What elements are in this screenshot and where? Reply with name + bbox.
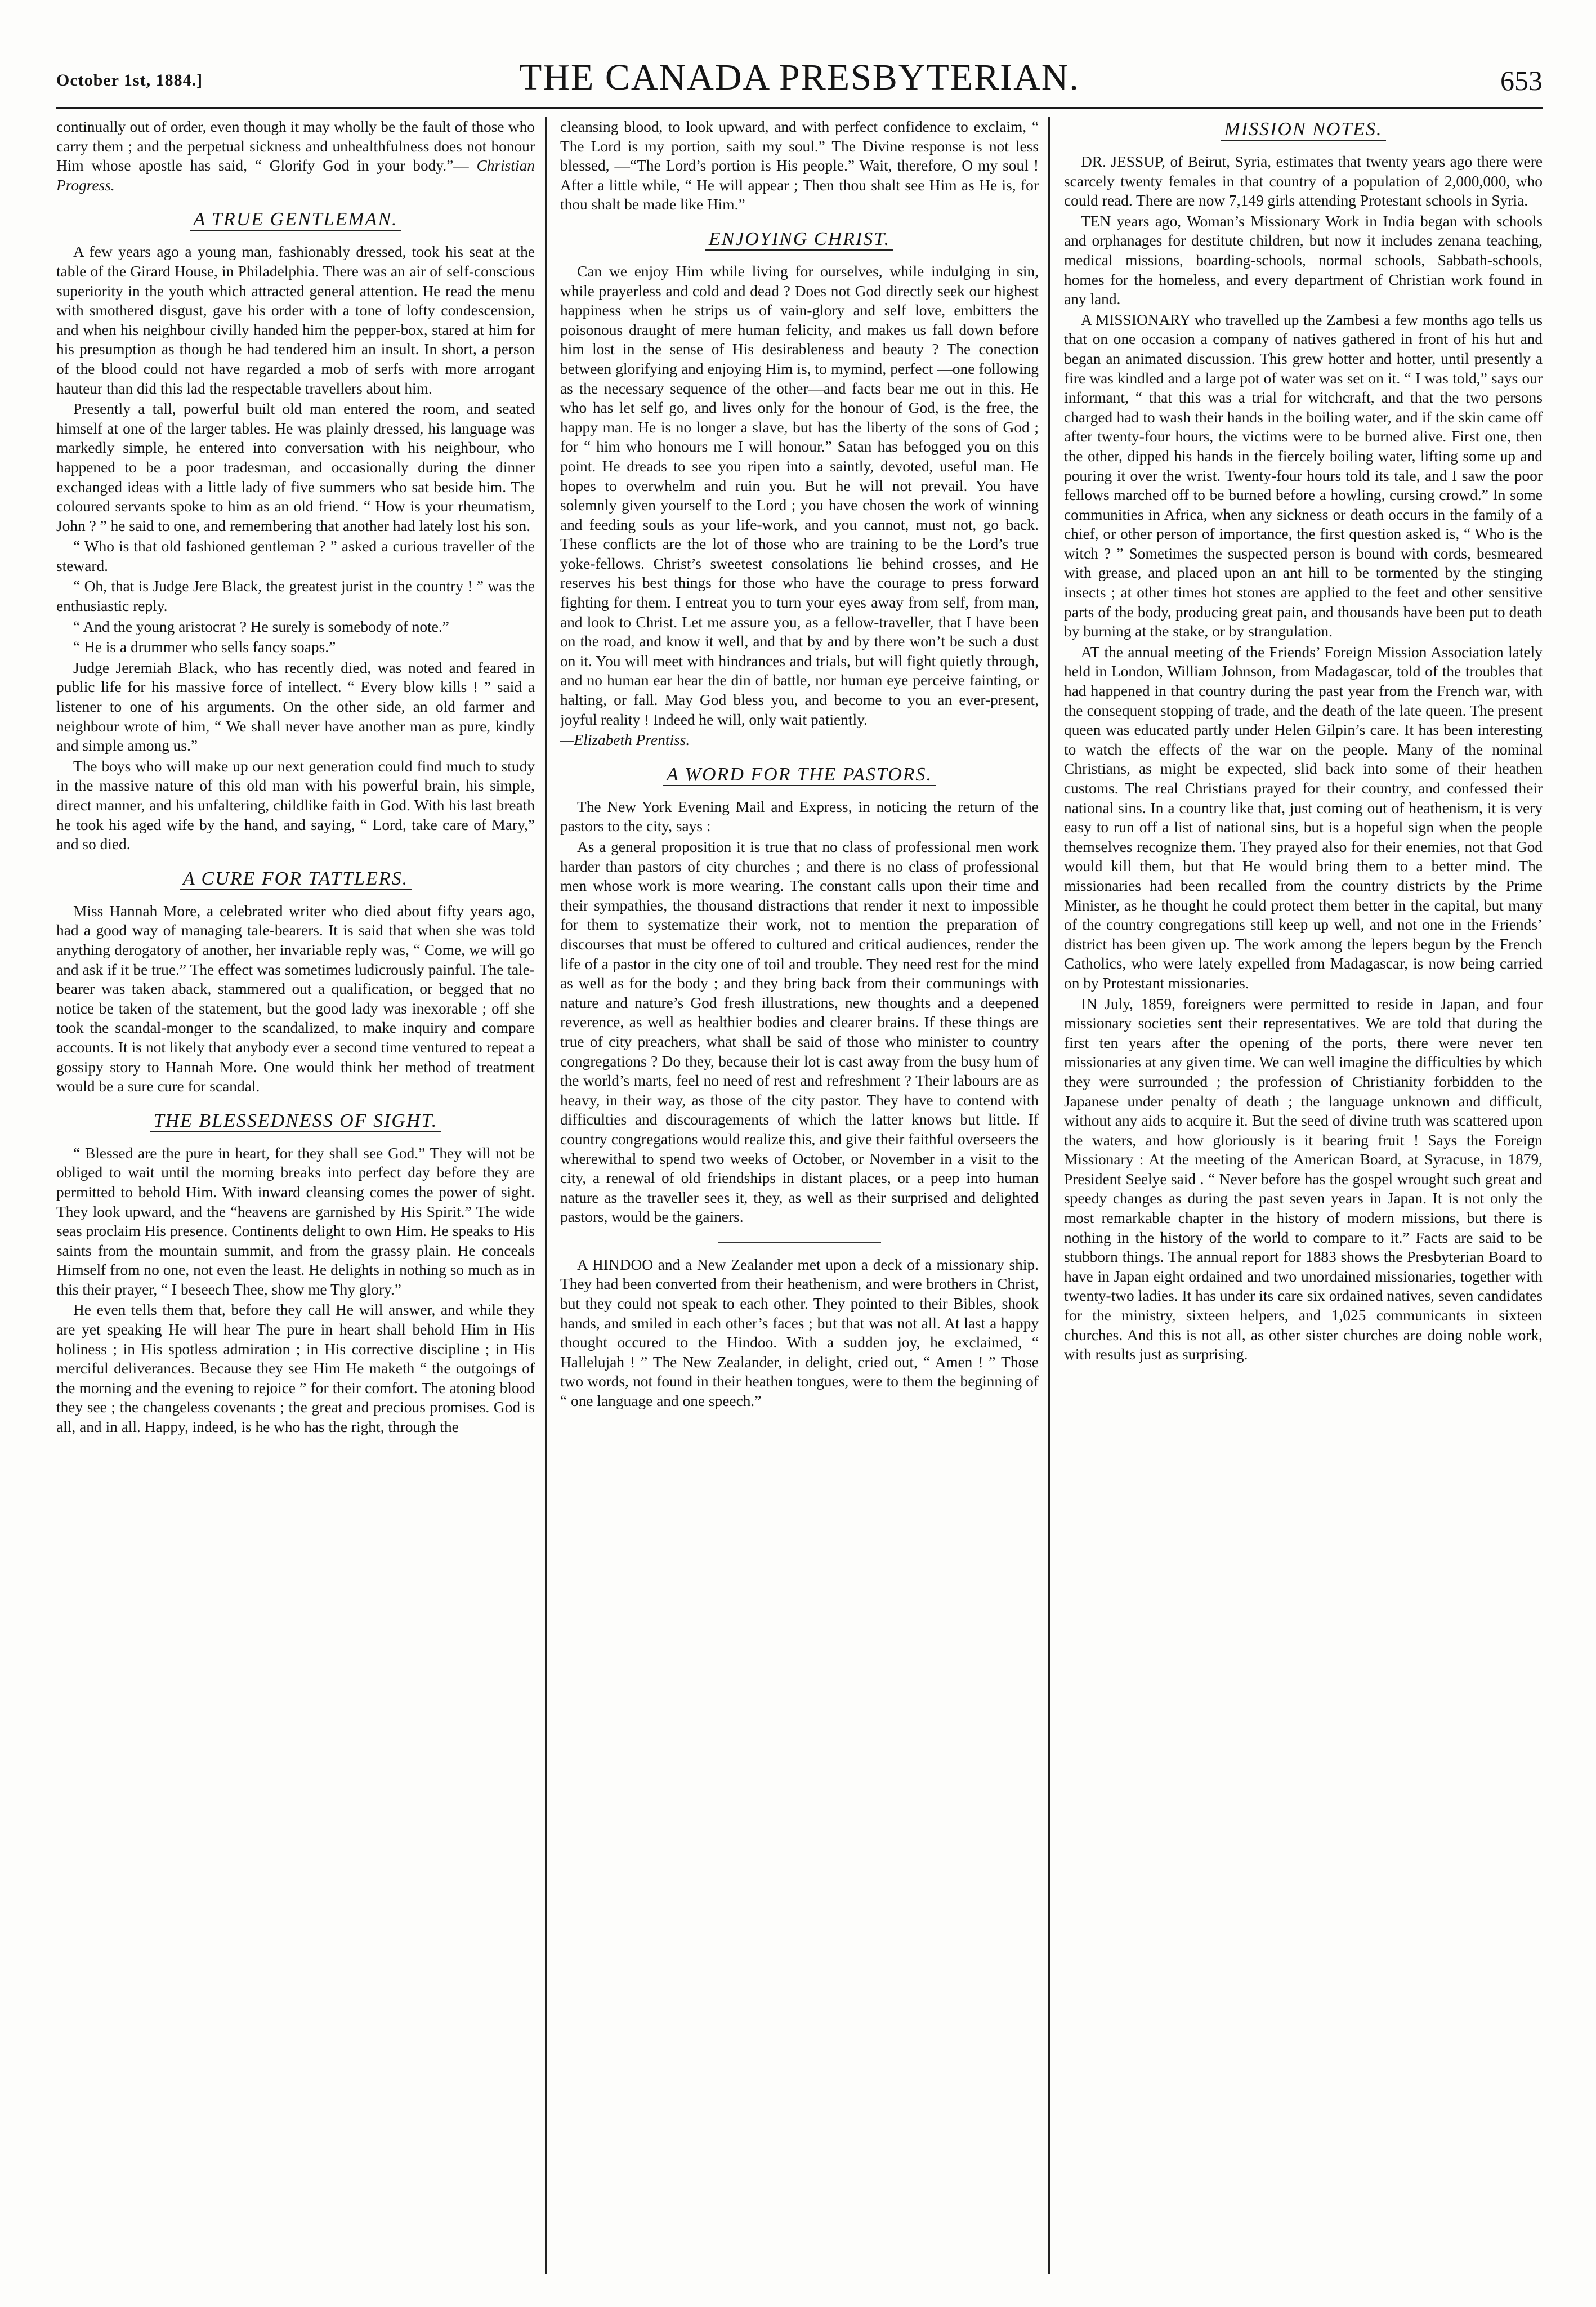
- article-paragraph: The boys who will make up our next generation could find much to study in the massive nature of this old man with his powerful brain, his simple, direct manner, and his unfaltering, childlike faith in God. With his last breath he took his aged wife by the hand, and saying, “ Lord, take care of Mary,” and so died.: [56, 757, 535, 853]
- article-title: A WORD FOR THE PASTORS.: [560, 764, 1039, 786]
- article-paragraph: TEN years ago, Woman’s Missionary Work in India began with schools and orphanages for destitute children, but now it includes zenana teaching, medical missions, boarding-schools, normal schools, Sabbath-schools, homes for the homeless, and every department of Christian work found in any land.: [1064, 212, 1543, 308]
- section-divider: [718, 1242, 881, 1243]
- article-paragraph: cleansing blood, to look upward, and with perfect confidence to exclaim, “ The Lord is my portion, saith my soul.” The Divine response is not less blessed, —“The Lord’s portion is His people.” Wait, therefore, O my soul ! After a little while, “ He will appear ; Then thou shalt see Him as He is, for thou shalt be made like Him.”: [560, 118, 1039, 213]
- article-paragraph: IN July, 1859, foreigners were permitted to reside in Japan, and four missionary societies sent their representatives. We are told that during the first ten years after the opening of the ports, there were never ten missionaries at any given time. We can well imagine the difficulties by which they were surrounded ; the profession of Christianity forbidden to the Japanese under penalty of death ; the language unknown and difficult, without any aids to acquire it. But the seed of divine truth was scattered upon the waters, and how gloriously is it bearing fruit ! Says the Foreign Missionary : At the meeting of the American Board, at Syracuse, in 1879, President Seelye said . “ Never before has the gospel wrought such great and speedy changes as during the past seven years in Japan. It is not only the most remarkable chapter in the history of modern missions, but there is nothing in the history of the world to compare to it.” Facts are said to be stubborn things. The annual report for 1883 shows the Presbyterian Board to have in Japan eight ordained and two unordained missionaries, together with twenty-two ladies. It has under its care six ordained natives, seven candidates for the ministry, sixteen helpers, and 1,025 communicants in sixteen churches. And this is not all, as other sister churches are doing noble work, with results just as surprising.: [1064, 995, 1543, 1363]
- article-title: ENJOYING CHRIST.: [560, 228, 1039, 251]
- article-title: MISSION NOTES.: [1064, 118, 1543, 141]
- article-paragraph: Miss Hannah More, a celebrated writer who died about fifty years ago, had a good way of managing tale-bearers. It is said that when she was told anything derogatory of another, her invariable reply was, “ Come, we will go and ask if it be true.” The effect was sometimes ludicrously painful. The tale-bearer was taken aback, stammered out a qualification, or begged that no notice be taken of the statement, but the good lady was inexorable ; off she took the scandal-monger to the scandalized, to make inquiry and compare accounts. It is not likely that anybody ever a second time ventured to repeat a gossipy story to Hannah More. One would think her method of treatment would be a sure cure for scandal.: [56, 902, 535, 1095]
- article-paragraph: He even tells them that, before they call He will answer, and while they are yet speaking He will hear The pure in heart shall behold Him in His holiness ; in His spotless admiration ; in His corrective discipline ; in His merciful deliverances. Because they see Him He maketh “ the outgoings of the morning and the evening to rejoice ” for their comfort. The atoning blood they see ; the changeless covenants ; the great and precious promises. God is all, and in all. Happy, indeed, is he who has the right, through the: [56, 1301, 535, 1436]
- article-paragraph: As a general proposition it is true that no class of professional men work harder than pastors of city churches ; and there is no class of professional men whose work is more wearing. The constant calls upon their time and their sympathies, the thousand distractions that render it next to impossible for them to systematize their work, not to mention the preparation of discourses that must be offered to cultured and critical audiences, render the life of a pastor in the city one of toil and trouble. They need rest for the mind as well as for the body ; and they bring back from their communings with nature and nature’s God fresh illustrations, new thoughts and a deepened reverence, as well as healthier bodies and clearer brains. If these things are true of city preachers, what shall be said of those who minister to country congregations ? Do they, because their lot is cast away from the busy hum of the world’s marts, feel no need of rest and refreshment ? Their labours are as heavy, in their way, as those of the city pastor. They have to contend with difficulties and discouragements of which the latter knows but little. If country congregations would realize this, and give their faithful overseers the wherewithal to spend two weeks of October, or November in a visit to the city, a renewal of old friendships in distant places, or a peep into human nature as the traveller sees it, they, as well as their surprised and delighted pastors, would be the gainers.: [560, 838, 1039, 1226]
- article-paragraph: A HINDOO and a New Zealander met upon a deck of a missionary ship. They had been converted from their heathenism, and were brothers in Christ, but they could not speak to each other. They pointed to their Bibles, shook hands, and smiled in each other’s faces ; but that was not all. At last a happy thought occured to the Hindoo. With a sudden joy, he exclaimed, “ Hallelujah ! ” The New Zealander, in delight, cried out, “ Amen ! ” Those two words, not found in their heathen tongues, were to them the beginning of “ one language and one speech.”: [560, 1256, 1039, 1410]
- article-title: A CURE FOR TATTLERS.: [56, 868, 535, 890]
- column-divider: [545, 117, 547, 2274]
- column-divider: [1048, 117, 1050, 2274]
- article-title: THE BLESSEDNESS OF SIGHT.: [56, 1110, 535, 1132]
- article-paragraph: DR. JESSUP, of Beirut, Syria, estimates that twenty years ago there were scarcely twenty females in that country of a population of 2,000,000, who could read. There are now 7,149 girls attending Protestant schools in Syria.: [1064, 153, 1543, 209]
- column-3: [1064, 117, 1543, 2279]
- page-number: 653: [1500, 65, 1543, 96]
- article-paragraph: Judge Jeremiah Black, who has recently died, was noted and feared in public life for his massive force of intellect. “ Every blow kills ! ” said a listener to one of his arguments. On the other side, an old farmer and neighbour wrote of him, “ We shall never have another man as pure, kindly and simple among us.”: [56, 659, 535, 755]
- article-paragraph: “ Oh, that is Judge Jere Black, the greatest jurist in the country ! ” was the enthusiastic reply.: [56, 578, 535, 615]
- masthead: [56, 56, 1543, 101]
- article-paragraph: Can we enjoy Him while living for ourselves, while indulging in sin, while prayerless and cold and dead ? Does not God directly seek our highest happiness when he strips us of vain-glory and self love, embitters the poisonous draught of mere human felicity, and makes us fall down before him lost in the sense of His desirableness and beauty ? The conection between glorifying and enjoying Him is, to mymind, perfect —one following as the necessary sequence of the other—and facts bear me out in this. He who has let self go, and lives only for the honour of God, is the free, the happy man. He is no longer a slave, but has the liberty of the sons of God ; for “ him who honours me I will honour.” Satan has befogged you on this point. He dreads to see you ripen into a saintly, devoted, useful man. He hopes to overwhelm and ruin you. But he will not prevail. You have solemnly given yourself to the Lord ; you have chosen the work of winning and feeding souls as your life-work, and you cannot, must not, go back. These conflicts are the lot of those who are training to be the Lord’s true yoke-fellows. Christ’s sweetest consolations lie behind crosses, and He reserves his best things for those who have the courage to press forward fighting for them. I entreat you to turn your eyes away from self, from man, and look to Christ. Let me assure you, as a fellow-traveller, that I have been on the road, and know it well, and that by and by there won’t be such a dust on it. You will meet with hindrances and trials, but will fight quietly through, and no human ear hear the din of battle, nor human eye perceive fainting, or halting, or fall. May God bless you, and become to you an ever-present, joyful reality ! Indeed he will, only wait patiently.: [560, 262, 1039, 728]
- column-1: [56, 117, 535, 2279]
- article-paragraph: continually out of order, even though it may wholly be the fault of those who carry them ; and the perpetual sickness and unhealthfulness does not honour Him whose apostle has said, “ Glorify God in your body.”— Christian Progress.: [56, 118, 535, 194]
- article-title: A TRUE GENTLEMAN.: [56, 208, 535, 231]
- column-2: [560, 117, 1039, 2279]
- article-paragraph: “ Blessed are the pure in heart, for they shall see God.” They will not be obliged to wait until the morning breaks into perfect day before they are permitted to behold Him. With inward cleansing comes the power of sight. They look upward, and the “heavens are garnished by His Spirit.” The wide seas proclaim His presence. Continents delight to own Him. He speaks to His saints from the mountain summit, and from the grassy plain. He conceals Himself from no one, not even the least. He delights in nothing so much as in this their prayer, “ I beseech Thee, show me Thy glory.”: [56, 1144, 535, 1298]
- article-paragraph: “ He is a drummer who sells fancy soaps.”: [73, 639, 336, 656]
- newspaper-title: THE CANADA PRESBYTERIAN.: [519, 57, 1080, 98]
- article-paragraph: “ Who is that old fashioned gentleman ? ” asked a curious traveller of the steward.: [56, 538, 535, 574]
- article-paragraph: Presently a tall, powerful built old man entered the room, and seated himself at one of the larger tables. He was plainly dressed, his language was markedly simple, he entered into conversation with his neighbour, who happened to be a poor tradesman, and occasionally during the dinner exchanged ideas with a little lady of five summers who sat beside him. The coloured servants spoke to him as an old friend. “ How is your rheumatism, John ? ” he said to one, and remembering that another had lately lost his son.: [56, 400, 535, 534]
- article-paragraph: A MISSIONARY who travelled up the Zambesi a few months ago tells us that on one occasion a company of natives gathered in front of his hut and began an animated discussion. This grew hotter and hotter, until presently a fire was kindled and a large pot of water was set on it. “ I was told,” says our informant, “ that this was a trial for witchcraft, and that the two persons charged had to wash their hands in the boiling water, and if the skin came off after twenty-four hours, the victims were to be burned alive. First one, then the other, dipped his hands in the fiercely boiling water, lifting some up and pouring it over the wrist. Twenty-four hours told its tale, and I saw the poor fellows marched off to be burned before a howling, cursing crowd.” In some communities in Africa, when any sickness or death occurs in the family of a chief, or other person of importance, the first question asked is, “ Who is the witch ? ” Sometimes the suspected person is bound with cords, besmeared with grease, and placed upon an ant hill to be tormented by the stinging insects ; at other times hot stones are applied to the feet and other sensitive parts of the body, producing great pain, and thousands have been put to death by burning at the stake, or by strangulation.: [1064, 311, 1543, 640]
- article-paragraph: AT the annual meeting of the Friends’ Foreign Mission Association lately held in London, William Johnson, from Madagascar, told of the troubles that had happened in that country during the past year from the French war, with the consequent stopping of trade, and the death of the late queen. The present queen was educated partly under Helen Gilpin’s care. It has been interesting to watch the effects of the war on the people. Many of the nominal Christians, as might be expected, slid back into some of their heathen customs. The real Christians prayed for their country, and confessed their national sins. In a country like that, just coming out of heathenism, it is very easy to run off a list of national sins, but is a hopeful sign when the people themselves recognize them. They prayed also for their enemies, not that God would kill them, but that He would bring them to a better mind. The missionaries had been recalled from the country districts by the Prime Minister, as he thought he could protect them better in the capital, but many of the country congregations still keep up well, and not one in the Friends’ district has been given up. The work among the lepers begun by the French Catholics, who were lately expelled from Madagascar, is now being carried on by Protestant missionaries.: [1064, 643, 1543, 992]
- article-source: Christian Progress.: [56, 157, 535, 194]
- article-paragraph: The New York Evening Mail and Express, in noticing the return of the pastors to the city, says :: [560, 798, 1039, 835]
- header-rule: [56, 107, 1543, 109]
- issue-date: October 1st, 1884.]: [56, 71, 203, 90]
- article-paragraph: “ And the young aristocrat ? He surely is somebody of note.”: [73, 618, 449, 635]
- article-paragraph: A few years ago a young man, fashionably dressed, took his seat at the table of the Girard House, in Philadelphia. There was an air of self-conscious superiority in the youth which attracted general attention. He read the menu with smothered disgust, gave his order with a tone of lofty condescension, and when his neighbour civilly handed him the pepper-box, stared at him for his presumption as though he had tendered him an insult. In short, a person of the blood could not have regarded a mob of serfs with more arrogant hauteur than did this lad the respectable travellers about him.: [56, 243, 535, 397]
- article-signature: —Elizabeth Prentiss.: [560, 731, 690, 749]
